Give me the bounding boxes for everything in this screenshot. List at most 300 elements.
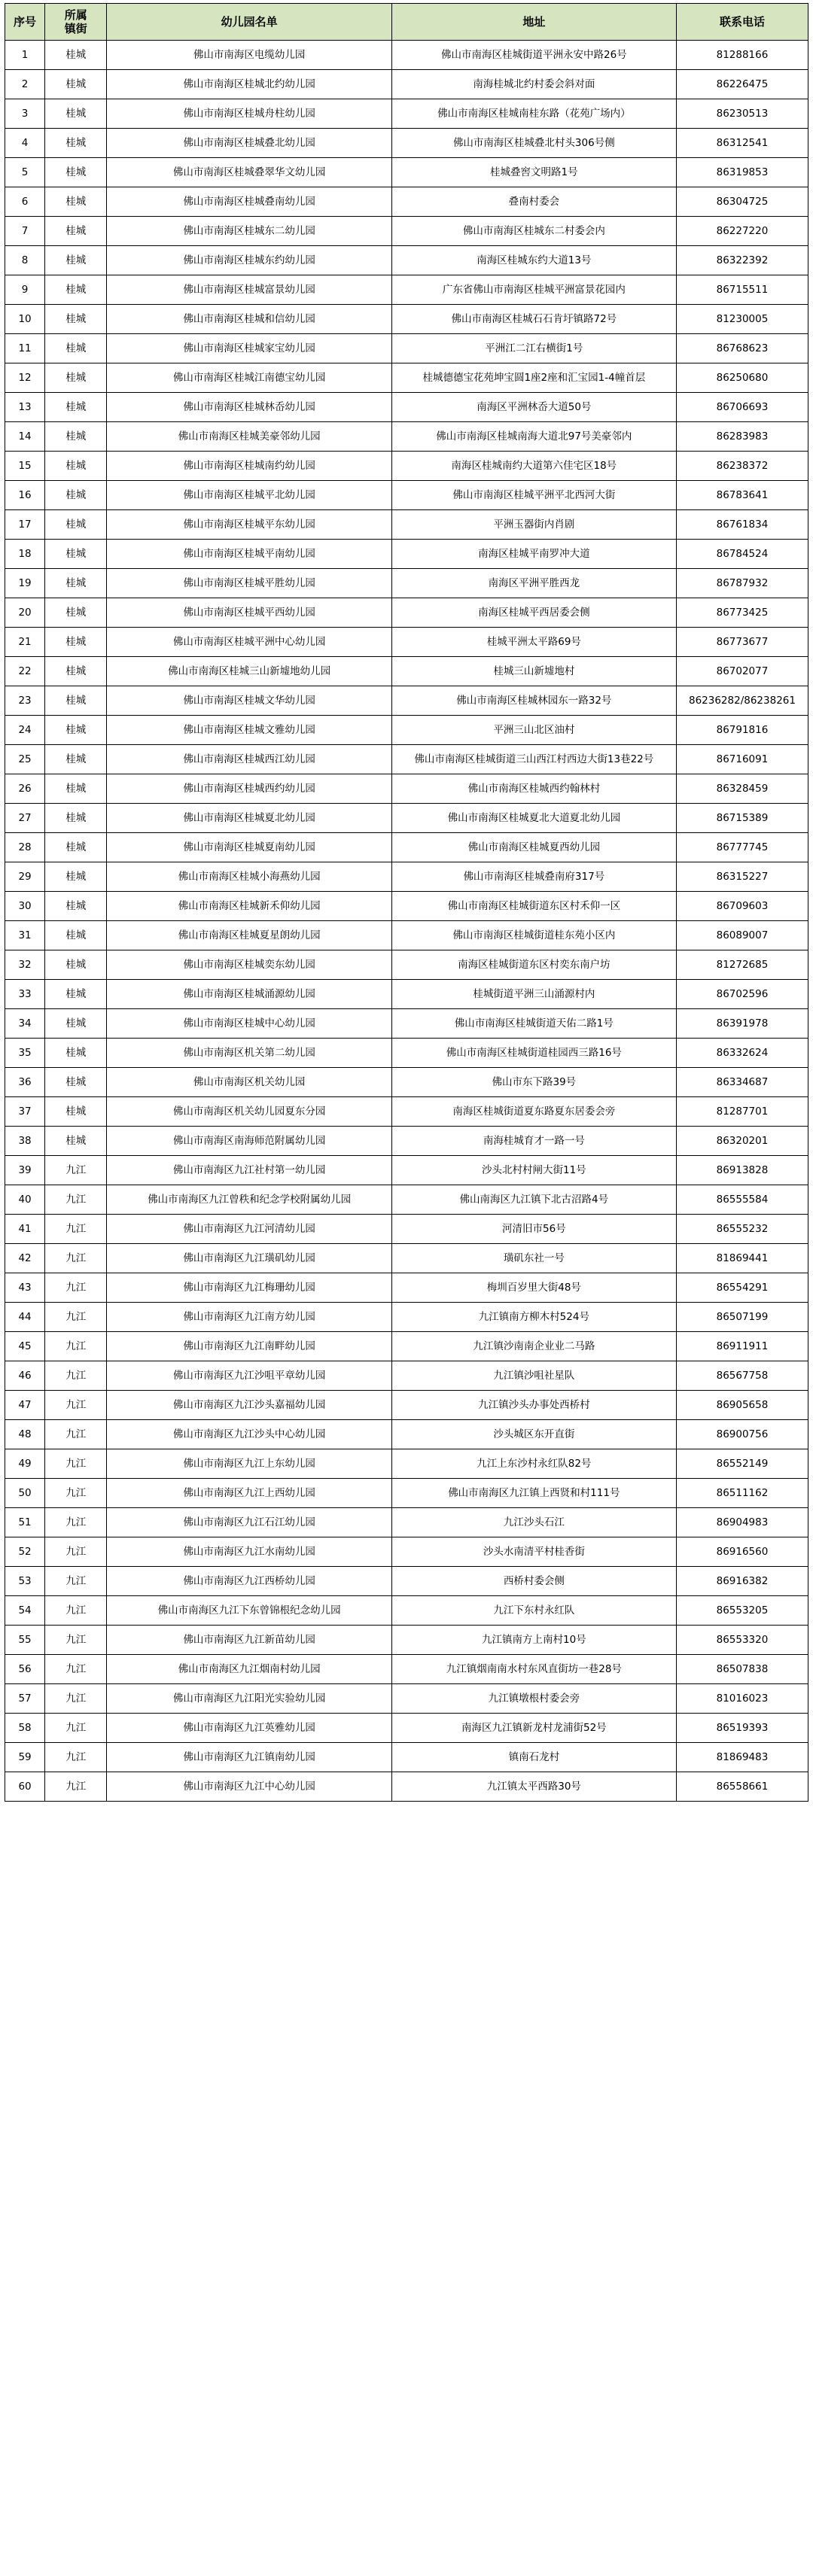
cell-name: 佛山市南海区桂城北约幼儿园 bbox=[107, 70, 391, 99]
cell-address: 南海区桂城街道东区村奕东南户坊 bbox=[391, 950, 676, 980]
table-row bbox=[5, 1215, 808, 1244]
cell-index: 17 bbox=[5, 510, 45, 540]
table-row bbox=[5, 1743, 808, 1772]
cell-index: 27 bbox=[5, 804, 45, 833]
cell-name: 佛山市南海区机关幼儿园夏东分园 bbox=[107, 1097, 391, 1127]
cell-index: 3 bbox=[5, 99, 45, 129]
cell-phone: 86312541 bbox=[676, 129, 808, 158]
cell-town: 桂城 bbox=[45, 862, 107, 892]
cell-phone: 86783641 bbox=[676, 481, 808, 510]
table-row bbox=[5, 1567, 808, 1596]
table-row bbox=[5, 363, 808, 393]
column-header-name: 幼儿园名单 bbox=[107, 4, 391, 41]
cell-phone: 86555232 bbox=[676, 1215, 808, 1244]
cell-town: 桂城 bbox=[45, 70, 107, 99]
cell-phone: 86787932 bbox=[676, 569, 808, 598]
cell-name: 佛山市南海区九江西桥幼儿园 bbox=[107, 1567, 391, 1596]
cell-address: 九江镇墩根村委会旁 bbox=[391, 1684, 676, 1714]
cell-phone: 86716091 bbox=[676, 745, 808, 774]
cell-address: 平洲玉器街内肖剧 bbox=[391, 510, 676, 540]
cell-phone: 81288166 bbox=[676, 41, 808, 70]
cell-phone: 86315227 bbox=[676, 862, 808, 892]
cell-town: 桂城 bbox=[45, 804, 107, 833]
cell-address: 佛山市南海区桂城平洲平北西河大街 bbox=[391, 481, 676, 510]
cell-phone: 86773677 bbox=[676, 628, 808, 657]
cell-address: 桂城平洲太平路69号 bbox=[391, 628, 676, 657]
cell-town: 桂城 bbox=[45, 158, 107, 187]
table-row bbox=[5, 1097, 808, 1127]
cell-phone: 86283983 bbox=[676, 422, 808, 452]
cell-index: 32 bbox=[5, 950, 45, 980]
cell-name: 佛山市南海区桂城叠南幼儿园 bbox=[107, 187, 391, 217]
table-row bbox=[5, 510, 808, 540]
cell-name: 佛山市南海区机关幼儿园 bbox=[107, 1068, 391, 1097]
cell-town: 九江 bbox=[45, 1361, 107, 1391]
table-header-row bbox=[5, 4, 808, 41]
cell-phone: 86706693 bbox=[676, 393, 808, 422]
cell-phone: 86332624 bbox=[676, 1039, 808, 1068]
cell-index: 56 bbox=[5, 1655, 45, 1684]
cell-index: 9 bbox=[5, 275, 45, 305]
cell-address: 九江镇沙南南企业业二马路 bbox=[391, 1332, 676, 1361]
cell-town: 九江 bbox=[45, 1273, 107, 1303]
cell-address: 南海桂城北约村委会斜对面 bbox=[391, 70, 676, 99]
cell-town: 九江 bbox=[45, 1655, 107, 1684]
cell-index: 28 bbox=[5, 833, 45, 862]
table-row bbox=[5, 393, 808, 422]
cell-index: 48 bbox=[5, 1420, 45, 1449]
cell-town: 桂城 bbox=[45, 1068, 107, 1097]
cell-phone: 81230005 bbox=[676, 305, 808, 334]
cell-name: 佛山市南海区九江河清幼儿园 bbox=[107, 1215, 391, 1244]
column-header-index: 序号 bbox=[5, 4, 45, 41]
cell-town: 九江 bbox=[45, 1743, 107, 1772]
table-row bbox=[5, 1684, 808, 1714]
cell-index: 20 bbox=[5, 598, 45, 628]
table-row bbox=[5, 1420, 808, 1449]
table-row bbox=[5, 921, 808, 950]
cell-name: 佛山市南海区桂城舟柱幼儿园 bbox=[107, 99, 391, 129]
cell-phone: 86553205 bbox=[676, 1596, 808, 1626]
cell-index: 43 bbox=[5, 1273, 45, 1303]
table-row bbox=[5, 774, 808, 804]
cell-address: 九江镇烟南南水村东风直街坊一巷28号 bbox=[391, 1655, 676, 1684]
cell-address: 南海区平洲平胜西龙 bbox=[391, 569, 676, 598]
cell-index: 6 bbox=[5, 187, 45, 217]
cell-index: 11 bbox=[5, 334, 45, 363]
cell-town: 九江 bbox=[45, 1596, 107, 1626]
cell-index: 22 bbox=[5, 657, 45, 686]
table-row bbox=[5, 833, 808, 862]
cell-town: 桂城 bbox=[45, 1009, 107, 1039]
cell-index: 59 bbox=[5, 1743, 45, 1772]
cell-phone: 86554291 bbox=[676, 1273, 808, 1303]
cell-name: 佛山市南海区九江沙咀平章幼儿园 bbox=[107, 1361, 391, 1391]
cell-name: 佛山市南海区桂城平东幼儿园 bbox=[107, 510, 391, 540]
cell-phone: 86322392 bbox=[676, 246, 808, 275]
cell-phone: 86715389 bbox=[676, 804, 808, 833]
cell-address: 桂城德德宝花苑坤宝圆1座2座和汇宝园1-4幢首层 bbox=[391, 363, 676, 393]
cell-name: 佛山市南海区九江社村第一幼儿园 bbox=[107, 1156, 391, 1185]
cell-name: 佛山市南海区桂城家宝幼儿园 bbox=[107, 334, 391, 363]
table-row bbox=[5, 1537, 808, 1567]
cell-index: 29 bbox=[5, 862, 45, 892]
cell-phone: 81016023 bbox=[676, 1684, 808, 1714]
cell-phone: 86709603 bbox=[676, 892, 808, 921]
cell-name: 佛山市南海区九江上西幼儿园 bbox=[107, 1479, 391, 1508]
cell-address: 九江镇太平西路30号 bbox=[391, 1772, 676, 1802]
cell-index: 2 bbox=[5, 70, 45, 99]
cell-name: 佛山市南海区桂城平洲中心幼儿园 bbox=[107, 628, 391, 657]
cell-name: 佛山市南海区桂城夏星朗幼儿园 bbox=[107, 921, 391, 950]
table-row bbox=[5, 305, 808, 334]
cell-phone: 86238372 bbox=[676, 452, 808, 481]
table-row bbox=[5, 657, 808, 686]
cell-town: 桂城 bbox=[45, 980, 107, 1009]
cell-town: 桂城 bbox=[45, 452, 107, 481]
cell-phone: 86553320 bbox=[676, 1626, 808, 1655]
cell-address: 南海区桂城街道夏东路夏东居委会旁 bbox=[391, 1097, 676, 1127]
cell-town: 九江 bbox=[45, 1244, 107, 1273]
cell-name: 佛山市南海区桂城美豪邻幼儿园 bbox=[107, 422, 391, 452]
cell-index: 1 bbox=[5, 41, 45, 70]
cell-address: 南海区桂城平西居委会侧 bbox=[391, 598, 676, 628]
cell-phone: 86334687 bbox=[676, 1068, 808, 1097]
table-row bbox=[5, 1596, 808, 1626]
cell-town: 九江 bbox=[45, 1332, 107, 1361]
cell-address: 镇南石龙村 bbox=[391, 1743, 676, 1772]
cell-index: 55 bbox=[5, 1626, 45, 1655]
cell-name: 佛山市南海区桂城西约幼儿园 bbox=[107, 774, 391, 804]
cell-town: 九江 bbox=[45, 1215, 107, 1244]
cell-index: 39 bbox=[5, 1156, 45, 1185]
cell-phone: 86784524 bbox=[676, 540, 808, 569]
cell-phone: 86507199 bbox=[676, 1303, 808, 1332]
cell-address: 桂城街道平洲三山涌源村内 bbox=[391, 980, 676, 1009]
cell-name: 佛山市南海区桂城夏南幼儿园 bbox=[107, 833, 391, 862]
cell-index: 57 bbox=[5, 1684, 45, 1714]
cell-index: 35 bbox=[5, 1039, 45, 1068]
table-body bbox=[5, 41, 808, 1802]
table-row bbox=[5, 540, 808, 569]
cell-town: 九江 bbox=[45, 1626, 107, 1655]
cell-name: 佛山市南海区九江上东幼儿园 bbox=[107, 1449, 391, 1479]
cell-index: 38 bbox=[5, 1127, 45, 1156]
cell-town: 桂城 bbox=[45, 1127, 107, 1156]
cell-address: 南海区九江镇新龙村龙浦街52号 bbox=[391, 1714, 676, 1743]
cell-index: 23 bbox=[5, 686, 45, 716]
table-row bbox=[5, 275, 808, 305]
cell-town: 九江 bbox=[45, 1449, 107, 1479]
cell-index: 4 bbox=[5, 129, 45, 158]
cell-phone: 86328459 bbox=[676, 774, 808, 804]
table-row bbox=[5, 569, 808, 598]
cell-address: 桂城三山新墟地村 bbox=[391, 657, 676, 686]
cell-town: 桂城 bbox=[45, 628, 107, 657]
cell-address: 南海区平洲林岙大道50号 bbox=[391, 393, 676, 422]
cell-index: 34 bbox=[5, 1009, 45, 1039]
cell-name: 佛山市南海区九江烟南村幼儿园 bbox=[107, 1655, 391, 1684]
cell-name: 佛山市南海区九江下东曾锦根纪念幼儿园 bbox=[107, 1596, 391, 1626]
cell-address: 佛山市南海区桂城街道天佑二路1号 bbox=[391, 1009, 676, 1039]
cell-phone: 86715511 bbox=[676, 275, 808, 305]
table-row bbox=[5, 628, 808, 657]
cell-name: 佛山市南海区机关第二幼儿园 bbox=[107, 1039, 391, 1068]
cell-address: 九江镇南方柳木村524号 bbox=[391, 1303, 676, 1332]
column-header-town-line2: 镇街 bbox=[64, 22, 87, 35]
cell-phone: 86567758 bbox=[676, 1361, 808, 1391]
cell-index: 8 bbox=[5, 246, 45, 275]
table-row bbox=[5, 716, 808, 745]
cell-phone: 86391978 bbox=[676, 1009, 808, 1039]
cell-name: 佛山市南海区桂城平胜幼儿园 bbox=[107, 569, 391, 598]
cell-phone: 86911911 bbox=[676, 1332, 808, 1361]
cell-index: 50 bbox=[5, 1479, 45, 1508]
cell-name: 佛山市南海区九江石江幼儿园 bbox=[107, 1508, 391, 1537]
cell-town: 桂城 bbox=[45, 833, 107, 862]
table-row bbox=[5, 334, 808, 363]
cell-town: 九江 bbox=[45, 1185, 107, 1215]
cell-address: 九江上东沙村永红队82号 bbox=[391, 1449, 676, 1479]
table-row bbox=[5, 686, 808, 716]
cell-phone: 86507838 bbox=[676, 1655, 808, 1684]
cell-index: 33 bbox=[5, 980, 45, 1009]
cell-index: 54 bbox=[5, 1596, 45, 1626]
cell-phone: 86250680 bbox=[676, 363, 808, 393]
table-row bbox=[5, 481, 808, 510]
cell-phone: 81287701 bbox=[676, 1097, 808, 1127]
cell-town: 桂城 bbox=[45, 716, 107, 745]
table-row bbox=[5, 1626, 808, 1655]
cell-name: 佛山市南海区桂城叠北幼儿园 bbox=[107, 129, 391, 158]
cell-index: 52 bbox=[5, 1537, 45, 1567]
cell-town: 桂城 bbox=[45, 275, 107, 305]
cell-index: 49 bbox=[5, 1449, 45, 1479]
cell-town: 桂城 bbox=[45, 1097, 107, 1127]
cell-index: 26 bbox=[5, 774, 45, 804]
cell-phone: 86558661 bbox=[676, 1772, 808, 1802]
table-row bbox=[5, 1068, 808, 1097]
cell-town: 桂城 bbox=[45, 510, 107, 540]
cell-town: 桂城 bbox=[45, 569, 107, 598]
cell-address: 佛山市南海区桂城街道东区村禾仰一区 bbox=[391, 892, 676, 921]
table-row bbox=[5, 1009, 808, 1039]
cell-name: 佛山市南海区桂城东约幼儿园 bbox=[107, 246, 391, 275]
cell-name: 佛山市南海区九江镇南幼儿园 bbox=[107, 1743, 391, 1772]
cell-phone: 86916382 bbox=[676, 1567, 808, 1596]
table-row bbox=[5, 1361, 808, 1391]
cell-phone: 86552149 bbox=[676, 1449, 808, 1479]
cell-index: 14 bbox=[5, 422, 45, 452]
cell-address: 佛山市南海区九江镇上西贤和村111号 bbox=[391, 1479, 676, 1508]
cell-address: 九江镇沙头办事处西桥村 bbox=[391, 1391, 676, 1420]
cell-name: 佛山市南海区桂城小海燕幼儿园 bbox=[107, 862, 391, 892]
cell-address: 梅圳百岁里大街48号 bbox=[391, 1273, 676, 1303]
cell-index: 36 bbox=[5, 1068, 45, 1097]
cell-phone: 86227220 bbox=[676, 217, 808, 246]
cell-address: 西桥村委会侧 bbox=[391, 1567, 676, 1596]
cell-address: 佛山市南海区桂城街道桂东苑小区内 bbox=[391, 921, 676, 950]
cell-name: 佛山市南海区桂城林岙幼儿园 bbox=[107, 393, 391, 422]
cell-address: 河清旧市56号 bbox=[391, 1215, 676, 1244]
cell-phone: 86555584 bbox=[676, 1185, 808, 1215]
cell-town: 桂城 bbox=[45, 217, 107, 246]
cell-address: 佛山市南海区桂城夏西幼儿园 bbox=[391, 833, 676, 862]
cell-name: 佛山市南海区九江南方幼儿园 bbox=[107, 1303, 391, 1332]
cell-index: 13 bbox=[5, 393, 45, 422]
cell-address: 璜矶东社一号 bbox=[391, 1244, 676, 1273]
cell-name: 佛山市南海区九江水南幼儿园 bbox=[107, 1537, 391, 1567]
cell-town: 桂城 bbox=[45, 481, 107, 510]
cell-name: 佛山市南海区桂城西江幼儿园 bbox=[107, 745, 391, 774]
cell-phone: 86916560 bbox=[676, 1537, 808, 1567]
cell-address: 叠南村委会 bbox=[391, 187, 676, 217]
cell-phone: 86519393 bbox=[676, 1714, 808, 1743]
table-row bbox=[5, 1127, 808, 1156]
cell-address: 南海区桂城东约大道13号 bbox=[391, 246, 676, 275]
cell-phone: 86904983 bbox=[676, 1508, 808, 1537]
cell-name: 佛山市南海区桂城东二幼儿园 bbox=[107, 217, 391, 246]
cell-town: 桂城 bbox=[45, 422, 107, 452]
cell-town: 桂城 bbox=[45, 187, 107, 217]
cell-name: 佛山市南海区桂城三山新墟地幼儿园 bbox=[107, 657, 391, 686]
cell-name: 佛山市南海区九江南畔幼儿园 bbox=[107, 1332, 391, 1361]
cell-name: 佛山市南海区九江阳光实验幼儿园 bbox=[107, 1684, 391, 1714]
cell-address: 佛山南海区九江镇下北古沼路4号 bbox=[391, 1185, 676, 1215]
table-row bbox=[5, 1479, 808, 1508]
cell-town: 桂城 bbox=[45, 246, 107, 275]
cell-town: 九江 bbox=[45, 1567, 107, 1596]
cell-phone: 81869483 bbox=[676, 1743, 808, 1772]
cell-index: 15 bbox=[5, 452, 45, 481]
cell-town: 桂城 bbox=[45, 657, 107, 686]
cell-phone: 86913828 bbox=[676, 1156, 808, 1185]
table-row bbox=[5, 1772, 808, 1802]
cell-name: 佛山市南海区桂城新禾仰幼儿园 bbox=[107, 892, 391, 921]
cell-index: 21 bbox=[5, 628, 45, 657]
cell-address: 佛山市南海区桂城林园东一路32号 bbox=[391, 686, 676, 716]
table-row bbox=[5, 1714, 808, 1743]
cell-index: 58 bbox=[5, 1714, 45, 1743]
cell-name: 佛山市南海区九江英雅幼儿园 bbox=[107, 1714, 391, 1743]
table-row bbox=[5, 1332, 808, 1361]
table-row bbox=[5, 1391, 808, 1420]
cell-index: 30 bbox=[5, 892, 45, 921]
cell-index: 16 bbox=[5, 481, 45, 510]
cell-index: 41 bbox=[5, 1215, 45, 1244]
table-header bbox=[5, 4, 808, 41]
cell-phone: 86511162 bbox=[676, 1479, 808, 1508]
table-row bbox=[5, 1273, 808, 1303]
cell-address: 九江下东村永红队 bbox=[391, 1596, 676, 1626]
table-row bbox=[5, 892, 808, 921]
table-row bbox=[5, 1039, 808, 1068]
cell-phone: 86089007 bbox=[676, 921, 808, 950]
cell-town: 九江 bbox=[45, 1772, 107, 1802]
cell-index: 18 bbox=[5, 540, 45, 569]
cell-address: 佛山市南海区桂城石石肯圩镇路72号 bbox=[391, 305, 676, 334]
cell-town: 桂城 bbox=[45, 129, 107, 158]
cell-town: 九江 bbox=[45, 1479, 107, 1508]
cell-address: 佛山市南海区桂城街道桂园西三路16号 bbox=[391, 1039, 676, 1068]
table-row bbox=[5, 1244, 808, 1273]
cell-index: 24 bbox=[5, 716, 45, 745]
cell-address: 九江沙头石江 bbox=[391, 1508, 676, 1537]
cell-phone: 86905658 bbox=[676, 1391, 808, 1420]
cell-name: 佛山市南海区桂城奕东幼儿园 bbox=[107, 950, 391, 980]
cell-name: 佛山市南海区电缆幼儿园 bbox=[107, 41, 391, 70]
cell-index: 7 bbox=[5, 217, 45, 246]
cell-name: 佛山市南海区桂城中心幼儿园 bbox=[107, 1009, 391, 1039]
cell-address: 佛山市南海区桂城东二村委会内 bbox=[391, 217, 676, 246]
cell-town: 九江 bbox=[45, 1508, 107, 1537]
cell-phone: 86702077 bbox=[676, 657, 808, 686]
cell-index: 40 bbox=[5, 1185, 45, 1215]
cell-town: 桂城 bbox=[45, 363, 107, 393]
table-row bbox=[5, 804, 808, 833]
cell-index: 37 bbox=[5, 1097, 45, 1127]
cell-index: 60 bbox=[5, 1772, 45, 1802]
table-row bbox=[5, 452, 808, 481]
cell-index: 31 bbox=[5, 921, 45, 950]
cell-phone: 86226475 bbox=[676, 70, 808, 99]
kindergarten-table bbox=[5, 3, 808, 1802]
cell-index: 47 bbox=[5, 1391, 45, 1420]
cell-address: 佛山市南海区桂城街道平洲永安中路26号 bbox=[391, 41, 676, 70]
cell-phone: 86304725 bbox=[676, 187, 808, 217]
cell-address: 平洲三山北区油村 bbox=[391, 716, 676, 745]
cell-town: 九江 bbox=[45, 1303, 107, 1332]
cell-town: 桂城 bbox=[45, 99, 107, 129]
cell-address: 九江镇南方上南村10号 bbox=[391, 1626, 676, 1655]
cell-name: 佛山市南海区九江中心幼儿园 bbox=[107, 1772, 391, 1802]
cell-name: 佛山市南海区九江梅珊幼儿园 bbox=[107, 1273, 391, 1303]
cell-address: 南海区桂城平南罗冲大道 bbox=[391, 540, 676, 569]
cell-phone: 86773425 bbox=[676, 598, 808, 628]
column-header-address: 地址 bbox=[391, 4, 676, 41]
cell-phone: 86791816 bbox=[676, 716, 808, 745]
cell-address: 佛山市南海区桂城西约翰林村 bbox=[391, 774, 676, 804]
cell-name: 佛山市南海区桂城平北幼儿园 bbox=[107, 481, 391, 510]
table-row bbox=[5, 187, 808, 217]
cell-town: 桂城 bbox=[45, 745, 107, 774]
cell-name: 佛山市南海区九江沙头中心幼儿园 bbox=[107, 1420, 391, 1449]
cell-phone: 86320201 bbox=[676, 1127, 808, 1156]
cell-name: 佛山市南海区桂城文雅幼儿园 bbox=[107, 716, 391, 745]
cell-address: 佛山市南海区桂城南桂东路（花苑广场内） bbox=[391, 99, 676, 129]
cell-phone: 86768623 bbox=[676, 334, 808, 363]
cell-town: 九江 bbox=[45, 1420, 107, 1449]
cell-name: 佛山市南海区九江璜矶幼儿园 bbox=[107, 1244, 391, 1273]
cell-index: 53 bbox=[5, 1567, 45, 1596]
cell-address: 佛山市南海区桂城叠南府317号 bbox=[391, 862, 676, 892]
cell-address: 桂城叠窖文明路1号 bbox=[391, 158, 676, 187]
cell-index: 10 bbox=[5, 305, 45, 334]
cell-index: 42 bbox=[5, 1244, 45, 1273]
cell-town: 桂城 bbox=[45, 686, 107, 716]
table-row bbox=[5, 41, 808, 70]
cell-index: 45 bbox=[5, 1332, 45, 1361]
cell-town: 桂城 bbox=[45, 921, 107, 950]
cell-address: 佛山市东下路39号 bbox=[391, 1068, 676, 1097]
cell-name: 佛山市南海区桂城涌源幼儿园 bbox=[107, 980, 391, 1009]
cell-address: 佛山市南海区桂城南海大道北97号美豪邻内 bbox=[391, 422, 676, 452]
cell-address: 沙头水南清平村桂香街 bbox=[391, 1537, 676, 1567]
cell-town: 九江 bbox=[45, 1684, 107, 1714]
cell-address: 沙头城区东开直街 bbox=[391, 1420, 676, 1449]
cell-phone: 86900756 bbox=[676, 1420, 808, 1449]
cell-address: 佛山市南海区桂城夏北大道夏北幼儿园 bbox=[391, 804, 676, 833]
